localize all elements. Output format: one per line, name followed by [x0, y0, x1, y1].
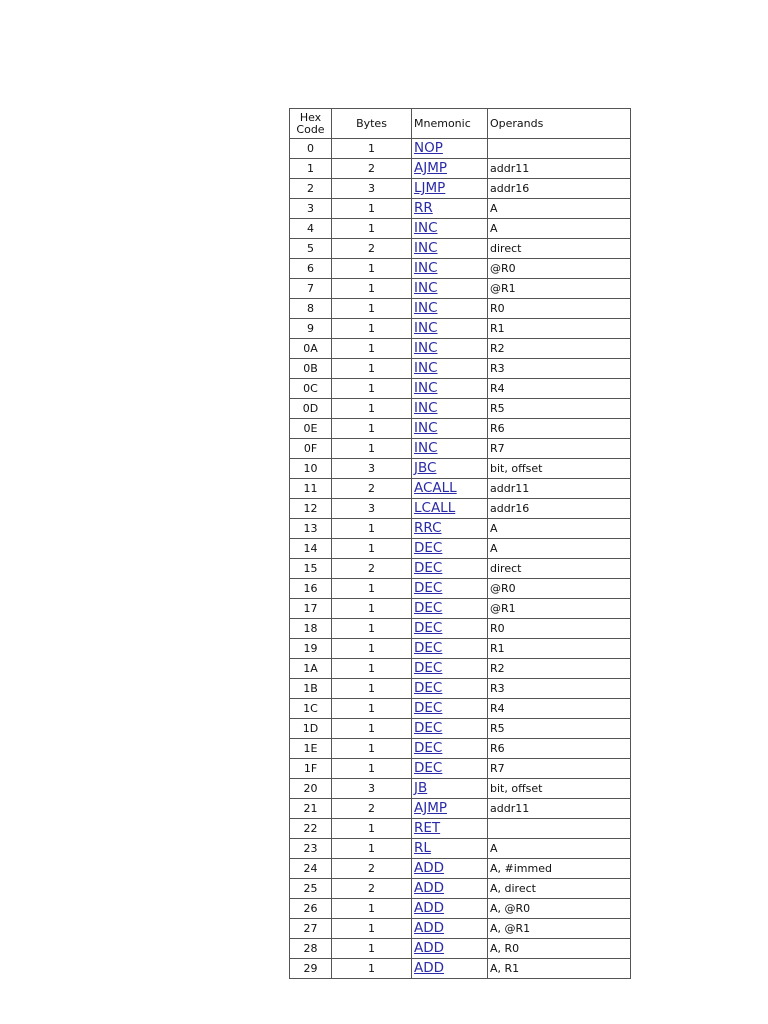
hex-code-cell: 15 — [290, 559, 332, 579]
operands-cell: @R1 — [488, 279, 631, 299]
mnemonic-link[interactable]: ADD — [414, 960, 445, 976]
operands-cell: A, @R0 — [488, 899, 631, 919]
operands-cell: R5 — [488, 719, 631, 739]
bytes-cell: 1 — [332, 679, 412, 699]
hex-code-cell: 0A — [290, 339, 332, 359]
header-hex-line1: Hex — [299, 110, 322, 124]
mnemonic-cell — [412, 199, 488, 219]
mnemonic-link[interactable]: DEC — [414, 640, 443, 656]
bytes-cell: 2 — [332, 159, 412, 179]
operands-cell — [488, 139, 631, 159]
mnemonic-link[interactable]: DEC — [414, 620, 443, 636]
table-body — [290, 139, 631, 979]
bytes-cell: 3 — [332, 499, 412, 519]
bytes-cell: 2 — [332, 859, 412, 879]
bytes-cell: 1 — [332, 419, 412, 439]
mnemonic-link[interactable]: INC — [414, 440, 438, 456]
hex-code-cell: 1A — [290, 659, 332, 679]
mnemonic-cell — [412, 659, 488, 679]
operands-cell: A, direct — [488, 879, 631, 899]
hex-code-cell: 21 — [290, 799, 332, 819]
mnemonic-link[interactable]: RRC — [414, 520, 442, 536]
table-row — [290, 739, 631, 759]
mnemonic-link[interactable]: INC — [414, 420, 438, 436]
table-row — [290, 839, 631, 859]
table-row — [290, 899, 631, 919]
hex-code-cell: 4 — [290, 219, 332, 239]
mnemonic-link[interactable]: ADD — [414, 940, 445, 956]
mnemonic-cell — [412, 899, 488, 919]
table-row — [290, 819, 631, 839]
operands-cell: direct — [488, 559, 631, 579]
hex-code-cell: 9 — [290, 319, 332, 339]
table-row — [290, 239, 631, 259]
hex-code-cell: 0F — [290, 439, 332, 459]
bytes-cell: 1 — [332, 379, 412, 399]
mnemonic-link[interactable]: AJMP — [414, 160, 448, 176]
hex-code-cell: 16 — [290, 579, 332, 599]
operands-cell: bit, offset — [488, 779, 631, 799]
operands-cell: direct — [488, 239, 631, 259]
bytes-cell: 1 — [332, 299, 412, 319]
hex-code-cell: 22 — [290, 819, 332, 839]
table-row — [290, 719, 631, 739]
bytes-cell: 1 — [332, 739, 412, 759]
mnemonic-link[interactable]: JBC — [414, 460, 437, 476]
mnemonic-cell — [412, 939, 488, 959]
hex-code-cell: 1F — [290, 759, 332, 779]
operands-cell: addr11 — [488, 799, 631, 819]
bytes-cell: 1 — [332, 139, 412, 159]
bytes-cell: 1 — [332, 399, 412, 419]
mnemonic-link[interactable]: DEC — [414, 580, 443, 596]
header-row — [290, 109, 631, 139]
table-row — [290, 179, 631, 199]
table-row — [290, 519, 631, 539]
mnemonic-cell — [412, 619, 488, 639]
table-row — [290, 479, 631, 499]
operands-cell: A — [488, 199, 631, 219]
mnemonic-cell — [412, 839, 488, 859]
bytes-cell: 2 — [332, 559, 412, 579]
operands-cell: addr11 — [488, 479, 631, 499]
operands-cell: addr16 — [488, 499, 631, 519]
mnemonic-cell — [412, 379, 488, 399]
mnemonic-cell — [412, 339, 488, 359]
mnemonic-cell — [412, 499, 488, 519]
operands-cell: R3 — [488, 359, 631, 379]
bytes-cell: 1 — [332, 599, 412, 619]
mnemonic-cell — [412, 319, 488, 339]
operands-cell: addr16 — [488, 179, 631, 199]
mnemonic-cell — [412, 219, 488, 239]
operands-cell: A — [488, 839, 631, 859]
mnemonic-link[interactable]: INC — [414, 300, 438, 316]
mnemonic-link[interactable]: LCALL — [414, 500, 456, 516]
operands-cell: @R0 — [488, 259, 631, 279]
mnemonic-cell — [412, 739, 488, 759]
operands-cell: A — [488, 539, 631, 559]
hex-code-cell: 5 — [290, 239, 332, 259]
mnemonic-cell — [412, 539, 488, 559]
table-row — [290, 419, 631, 439]
hex-code-cell: 3 — [290, 199, 332, 219]
bytes-cell: 1 — [332, 919, 412, 939]
bytes-cell: 1 — [332, 959, 412, 979]
mnemonic-link[interactable]: INC — [414, 280, 438, 296]
bytes-cell: 1 — [332, 699, 412, 719]
table-row — [290, 339, 631, 359]
table-row — [290, 879, 631, 899]
table-row — [290, 859, 631, 879]
table-header — [290, 109, 631, 139]
mnemonic-link[interactable]: INC — [414, 260, 438, 276]
table-row — [290, 259, 631, 279]
bytes-cell: 1 — [332, 759, 412, 779]
hex-code-cell: 0B — [290, 359, 332, 379]
hex-code-cell: 11 — [290, 479, 332, 499]
hex-code-cell: 1C — [290, 699, 332, 719]
operands-cell: R6 — [488, 739, 631, 759]
opcode-table — [289, 108, 631, 979]
hex-code-cell: 20 — [290, 779, 332, 799]
mnemonic-link[interactable]: DEC — [414, 720, 443, 736]
bytes-cell: 1 — [332, 619, 412, 639]
header-hex-code — [290, 109, 332, 139]
hex-code-cell: 10 — [290, 459, 332, 479]
bytes-cell: 1 — [332, 439, 412, 459]
table-row — [290, 699, 631, 719]
bytes-cell: 2 — [332, 479, 412, 499]
mnemonic-link[interactable]: DEC — [414, 540, 443, 556]
mnemonic-link[interactable]: ADD — [414, 880, 445, 896]
bytes-cell: 3 — [332, 179, 412, 199]
mnemonic-link[interactable]: INC — [414, 400, 438, 416]
bytes-cell: 3 — [332, 459, 412, 479]
operands-cell: A, #immed — [488, 859, 631, 879]
bytes-cell: 2 — [332, 799, 412, 819]
table-row — [290, 199, 631, 219]
hex-code-cell: 1D — [290, 719, 332, 739]
hex-code-cell: 2 — [290, 179, 332, 199]
mnemonic-cell — [412, 439, 488, 459]
bytes-cell: 1 — [332, 939, 412, 959]
bytes-cell: 1 — [332, 639, 412, 659]
mnemonic-cell — [412, 779, 488, 799]
mnemonic-cell — [412, 919, 488, 939]
operands-cell: R6 — [488, 419, 631, 439]
operands-cell: R1 — [488, 639, 631, 659]
hex-code-cell: 1B — [290, 679, 332, 699]
table-row — [290, 399, 631, 419]
table-row — [290, 439, 631, 459]
table-row — [290, 319, 631, 339]
mnemonic-link[interactable]: INC — [414, 380, 438, 396]
mnemonic-link[interactable]: JB — [414, 780, 428, 796]
hex-code-cell: 1 — [290, 159, 332, 179]
operands-cell: A — [488, 219, 631, 239]
hex-code-cell: 26 — [290, 899, 332, 919]
hex-code-cell: 6 — [290, 259, 332, 279]
mnemonic-link[interactable]: NOP — [414, 140, 443, 156]
operands-cell — [488, 819, 631, 839]
bytes-cell: 1 — [332, 339, 412, 359]
table-row — [290, 939, 631, 959]
table-row — [290, 539, 631, 559]
operands-cell: R1 — [488, 319, 631, 339]
bytes-cell: 2 — [332, 879, 412, 899]
hex-code-cell: 25 — [290, 879, 332, 899]
header-hex-line2: Code — [296, 122, 325, 136]
mnemonic-cell — [412, 479, 488, 499]
operands-cell: R4 — [488, 699, 631, 719]
hex-code-cell: 18 — [290, 619, 332, 639]
operands-cell: R4 — [488, 379, 631, 399]
mnemonic-cell — [412, 699, 488, 719]
mnemonic-cell — [412, 399, 488, 419]
bytes-cell: 1 — [332, 519, 412, 539]
table-row — [290, 559, 631, 579]
mnemonic-cell — [412, 359, 488, 379]
mnemonic-link[interactable]: DEC — [414, 760, 443, 776]
mnemonic-cell — [412, 459, 488, 479]
table-row — [290, 619, 631, 639]
header-bytes: Bytes — [332, 109, 412, 139]
bytes-cell: 1 — [332, 219, 412, 239]
hex-code-cell: 27 — [290, 919, 332, 939]
mnemonic-link[interactable]: ADD — [414, 920, 445, 936]
header-mnemonic: Mnemonic — [412, 109, 488, 139]
operands-cell: A, R0 — [488, 939, 631, 959]
operands-cell: addr11 — [488, 159, 631, 179]
mnemonic-cell — [412, 139, 488, 159]
bytes-cell: 1 — [332, 579, 412, 599]
operands-cell: A — [488, 519, 631, 539]
mnemonic-link[interactable]: AJMP — [414, 800, 448, 816]
hex-code-cell: 24 — [290, 859, 332, 879]
operands-cell: A, @R1 — [488, 919, 631, 939]
mnemonic-link[interactable]: ADD — [414, 860, 445, 876]
bytes-cell: 1 — [332, 259, 412, 279]
bytes-cell: 3 — [332, 779, 412, 799]
mnemonic-cell — [412, 419, 488, 439]
mnemonic-link[interactable]: DEC — [414, 600, 443, 616]
mnemonic-cell — [412, 559, 488, 579]
mnemonic-link[interactable]: DEC — [414, 660, 443, 676]
bytes-cell: 1 — [332, 359, 412, 379]
mnemonic-cell — [412, 799, 488, 819]
mnemonic-link[interactable]: DEC — [414, 560, 443, 576]
table-row — [290, 919, 631, 939]
hex-code-cell: 19 — [290, 639, 332, 659]
operands-cell: @R0 — [488, 579, 631, 599]
table-row — [290, 799, 631, 819]
mnemonic-link[interactable]: DEC — [414, 700, 443, 716]
table-row — [290, 499, 631, 519]
operands-cell: R7 — [488, 759, 631, 779]
hex-code-cell: 0 — [290, 139, 332, 159]
mnemonic-link[interactable]: ADD — [414, 900, 445, 916]
mnemonic-link[interactable]: RET — [414, 820, 441, 836]
table-row — [290, 959, 631, 979]
bytes-cell: 1 — [332, 199, 412, 219]
table-row — [290, 599, 631, 619]
table-row — [290, 279, 631, 299]
bytes-cell: 2 — [332, 239, 412, 259]
bytes-cell: 1 — [332, 659, 412, 679]
operands-cell: R2 — [488, 659, 631, 679]
bytes-cell: 1 — [332, 319, 412, 339]
table-row — [290, 359, 631, 379]
hex-code-cell: 0E — [290, 419, 332, 439]
table-row — [290, 659, 631, 679]
operands-cell: R2 — [488, 339, 631, 359]
table-row — [290, 759, 631, 779]
bytes-cell: 1 — [332, 539, 412, 559]
bytes-cell: 1 — [332, 279, 412, 299]
operands-cell: R7 — [488, 439, 631, 459]
hex-code-cell: 12 — [290, 499, 332, 519]
hex-code-cell: 0C — [290, 379, 332, 399]
mnemonic-link[interactable]: RL — [414, 840, 431, 856]
table-row — [290, 139, 631, 159]
bytes-cell: 1 — [332, 899, 412, 919]
mnemonic-cell — [412, 959, 488, 979]
mnemonic-cell — [412, 879, 488, 899]
table-row — [290, 219, 631, 239]
hex-code-cell: 7 — [290, 279, 332, 299]
operands-cell: R0 — [488, 299, 631, 319]
hex-code-cell: 8 — [290, 299, 332, 319]
hex-code-cell: 17 — [290, 599, 332, 619]
mnemonic-cell — [412, 599, 488, 619]
bytes-cell: 1 — [332, 839, 412, 859]
mnemonic-cell — [412, 279, 488, 299]
table-row — [290, 459, 631, 479]
mnemonic-cell — [412, 819, 488, 839]
mnemonic-link[interactable]: ACALL — [414, 480, 457, 496]
mnemonic-link[interactable]: INC — [414, 360, 438, 376]
operands-cell: @R1 — [488, 599, 631, 619]
table-row — [290, 639, 631, 659]
mnemonic-cell — [412, 719, 488, 739]
mnemonic-cell — [412, 179, 488, 199]
bytes-cell: 1 — [332, 819, 412, 839]
mnemonic-cell — [412, 259, 488, 279]
hex-code-cell: 1E — [290, 739, 332, 759]
mnemonic-cell — [412, 759, 488, 779]
operands-cell: A, R1 — [488, 959, 631, 979]
mnemonic-cell — [412, 159, 488, 179]
header-operands: Operands — [488, 109, 631, 139]
mnemonic-cell — [412, 239, 488, 259]
hex-code-cell: 29 — [290, 959, 332, 979]
mnemonic-cell — [412, 579, 488, 599]
mnemonic-link[interactable]: INC — [414, 220, 438, 236]
table-row — [290, 579, 631, 599]
mnemonic-link[interactable]: LJMP — [414, 180, 446, 196]
operands-cell: R3 — [488, 679, 631, 699]
mnemonic-cell — [412, 859, 488, 879]
operands-cell: bit, offset — [488, 459, 631, 479]
table-row — [290, 379, 631, 399]
mnemonic-link[interactable]: INC — [414, 340, 438, 356]
mnemonic-link[interactable]: INC — [414, 320, 438, 336]
mnemonic-cell — [412, 679, 488, 699]
mnemonic-cell — [412, 639, 488, 659]
mnemonic-cell — [412, 299, 488, 319]
hex-code-cell: 23 — [290, 839, 332, 859]
mnemonic-link[interactable]: DEC — [414, 680, 443, 696]
table-row — [290, 159, 631, 179]
table-row — [290, 299, 631, 319]
hex-code-cell: 0D — [290, 399, 332, 419]
hex-code-cell: 14 — [290, 539, 332, 559]
mnemonic-link[interactable]: INC — [414, 240, 438, 256]
hex-code-cell: 13 — [290, 519, 332, 539]
mnemonic-link[interactable]: RR — [414, 200, 433, 216]
hex-code-cell: 28 — [290, 939, 332, 959]
mnemonic-link[interactable]: DEC — [414, 740, 443, 756]
bytes-cell: 1 — [332, 719, 412, 739]
mnemonic-cell — [412, 519, 488, 539]
table-row — [290, 779, 631, 799]
operands-cell: R5 — [488, 399, 631, 419]
table-row — [290, 679, 631, 699]
operands-cell: R0 — [488, 619, 631, 639]
